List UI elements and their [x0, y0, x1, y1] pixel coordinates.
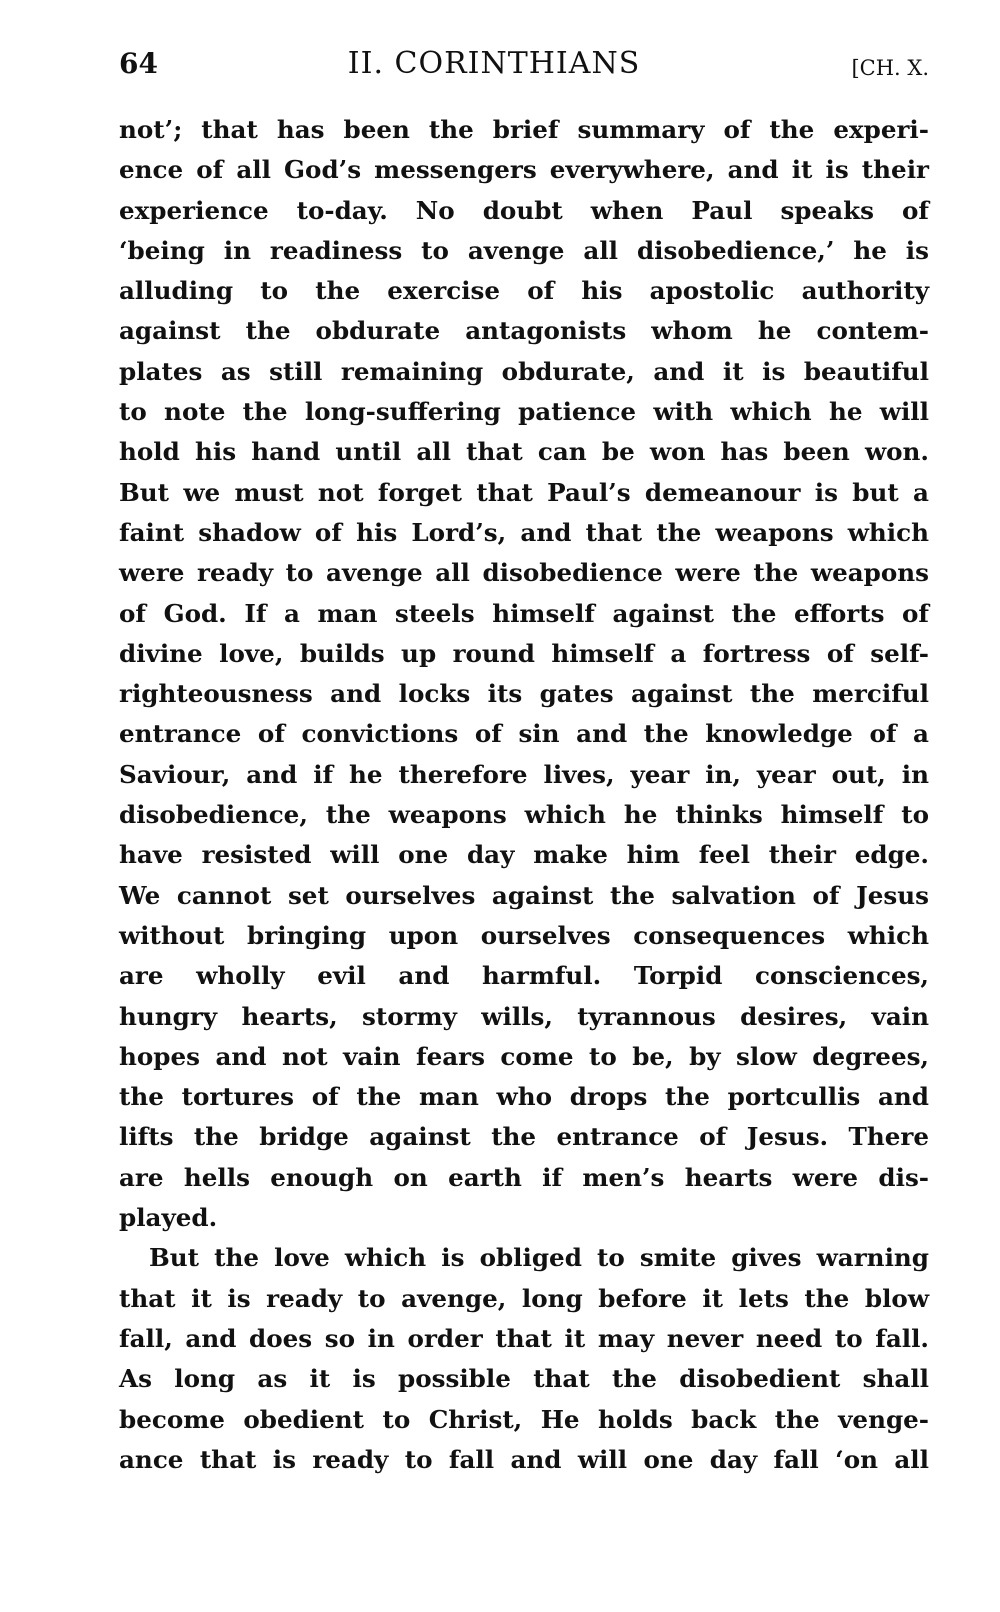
- body-text: [119, 110, 929, 1480]
- text-line: without bringing upon ourselves consequences which: [119, 920, 929, 950]
- text-line: played.: [119, 1203, 218, 1233]
- text-line: Saviour, and if he therefore lives, year in, year out, in: [119, 759, 929, 789]
- text-line: righteousness and locks its gates against the merciful: [119, 679, 929, 709]
- text-line: hungry hearts, stormy wills, tyrannous desires, vain: [119, 1001, 929, 1031]
- text-line: ence of all God’s messengers everywhere, and it is their: [119, 155, 929, 185]
- text-line: against the obdurate antagonists whom he contem-: [119, 316, 929, 346]
- text-line: become obedient to Christ, He holds back the venge-: [119, 1404, 929, 1434]
- text-line: of God. If a man steels himself against the efforts of: [119, 598, 929, 628]
- text-line: As long as it is possible that the disobedient shall: [119, 1364, 929, 1394]
- text-line: plates as still remaining obdurate, and it is beautiful: [119, 356, 929, 386]
- text-line: alluding to the exercise of his apostolic authority: [119, 276, 929, 306]
- text-line: are hells enough on earth if men’s hearts were dis-: [119, 1162, 929, 1192]
- text-line: We cannot set ourselves against the salvation of Jesus: [119, 880, 929, 910]
- text-line: fall, and does so in order that it may never need to fall.: [119, 1323, 929, 1353]
- text-line: experience to-day. No doubt when Paul speaks of: [119, 195, 929, 225]
- text-line: But the love which is obliged to smite gives warning: [149, 1243, 929, 1273]
- text-line: were ready to avenge all disobedience were the weapons: [119, 558, 929, 588]
- text-line: But we must not forget that Paul’s demeanour is but a: [119, 477, 929, 507]
- text-line: are wholly evil and harmful. Torpid consciences,: [119, 961, 929, 991]
- text-line: hold his hand until all that can be won has been won.: [119, 437, 929, 467]
- page-number: 64: [119, 47, 158, 80]
- running-header: [119, 40, 929, 88]
- text-line: divine love, builds up round himself a fortress of self-: [119, 638, 929, 668]
- chapter-reference: [CH. X.: [851, 56, 929, 80]
- text-line: lifts the bridge against the entrance of Jesus. There: [119, 1122, 929, 1152]
- text-line: ‘being in readiness to avenge all disobedience,’ he is: [119, 235, 929, 265]
- text-line: ance that is ready to fall and will one day fall ‘on all: [119, 1444, 929, 1474]
- text-line: that it is ready to avenge, long before it lets the blow: [119, 1283, 929, 1313]
- text-line: have resisted will one day make him feel their edge.: [119, 840, 929, 870]
- text-line: faint shadow of his Lord’s, and that the weapons which: [119, 517, 929, 547]
- text-line: hopes and not vain fears come to be, by slow degrees,: [119, 1041, 929, 1071]
- text-line: to note the long-suffering patience with which he will: [119, 397, 929, 427]
- text-line: disobedience, the weapons which he thinks himself to: [119, 800, 929, 830]
- book-title: II. CORINTHIANS: [347, 46, 641, 81]
- text-line: the tortures of the man who drops the portcullis and: [119, 1082, 929, 1112]
- text-line: not’; that has been the brief summary of the experi-: [119, 115, 929, 144]
- text-line: entrance of convictions of sin and the knowledge of a: [119, 719, 929, 749]
